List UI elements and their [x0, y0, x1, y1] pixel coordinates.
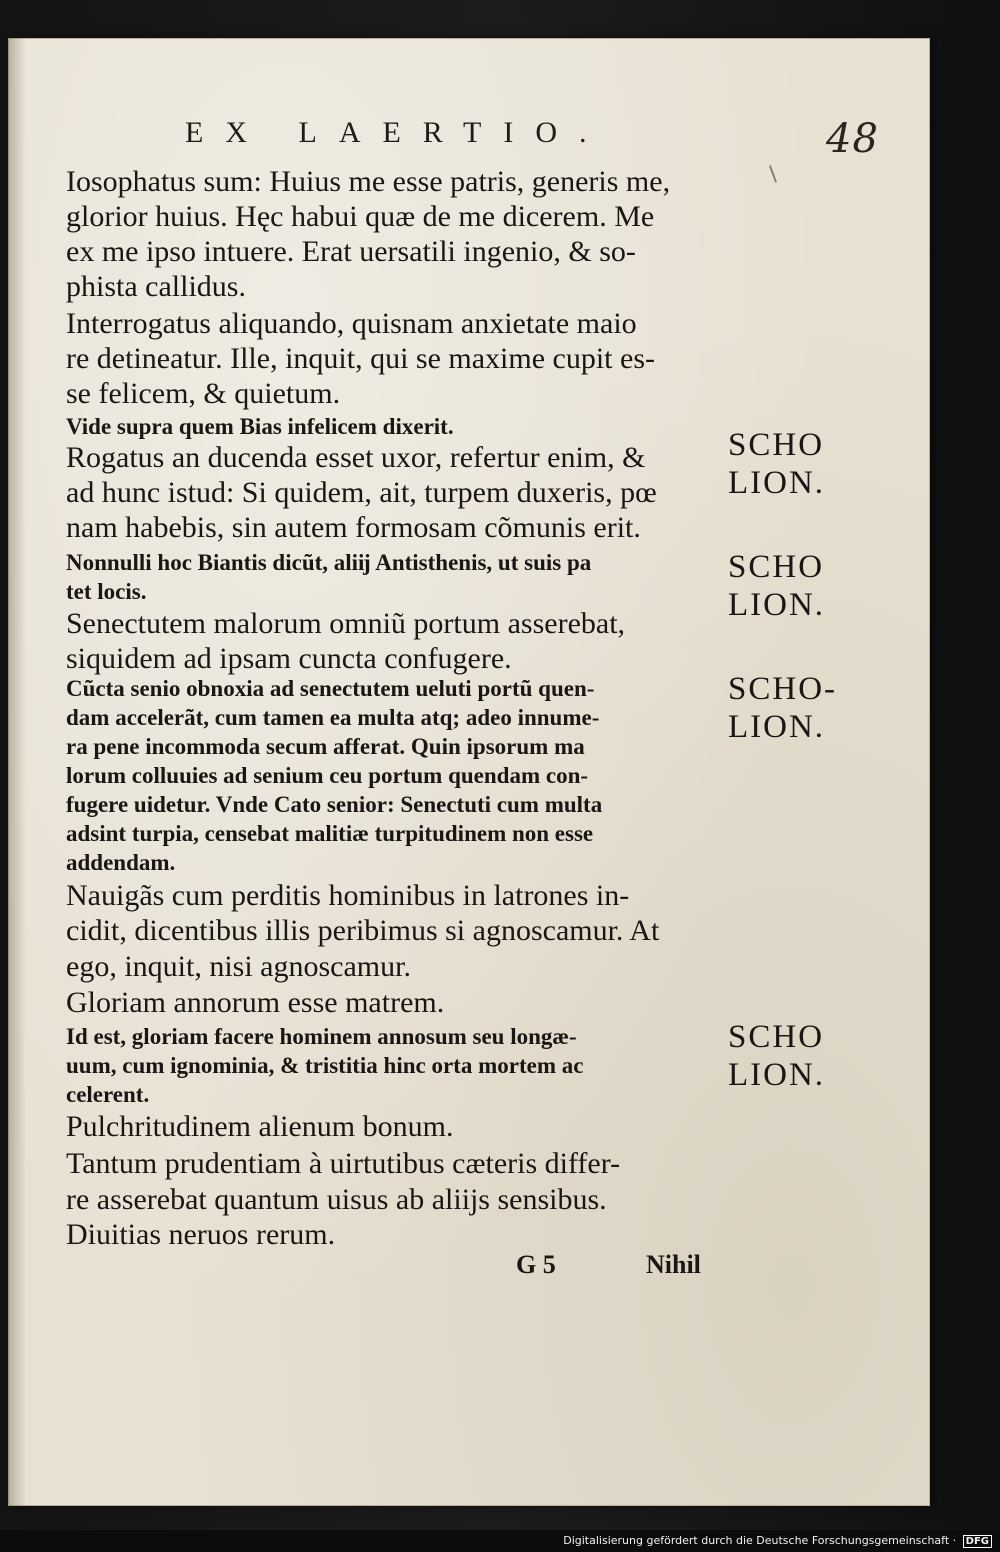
- scholion-text-line: Id est, gloriam facere hominem annosum seu longæ-: [66, 1024, 577, 1049]
- scholion-text-line: Nonnulli hoc Biantis dicũt, aliĳ Antisthenis, ut suis pa: [66, 550, 592, 575]
- scholion-text-line: celerent.: [66, 1082, 150, 1107]
- text-line: Pulchritudinem alienum bonum.: [66, 1110, 454, 1143]
- margin-note-line: SCHO: [728, 427, 825, 463]
- scholion-text-line: fugere uidetur. Vnde Cato senior: Senectuti cum multa: [66, 792, 603, 817]
- text-line: Senectutem malorum omniũ portum asserebat,: [66, 607, 626, 640]
- text-line: ex me ipso intuere. Erat uersatili ingenio, & so-: [66, 235, 636, 268]
- text-line: nam habebis, sin autem formosam cõmunis erit.: [66, 511, 641, 544]
- scholion-text-line: addendam.: [66, 850, 176, 875]
- text-line: Rogatus an ducenda esset uxor, refertur enim, &: [66, 441, 646, 474]
- scholion-text-line: Cũcta senio obnoxia ad senectutem ueluti portũ quen-: [66, 676, 595, 701]
- text-line: Gloriam annorum esse matrem.: [66, 986, 445, 1019]
- margin-note-line: LION.: [728, 1057, 826, 1093]
- text-line: ego, inquit, nisi agnoscamur.: [66, 950, 411, 983]
- text-line: glorior huius. Hęc habui quæ de me dicerem. Me: [66, 200, 655, 233]
- digitization-credit: [563, 1534, 992, 1548]
- scholion-text-line: adsint turpia, censebat malitiæ turpitudinem non esse: [66, 821, 594, 846]
- text-line: Iosophatus sum: Huius me esse patris, generis me,: [66, 165, 671, 198]
- text-line: re detineatur. Ille, inquit, qui se maxime cupit es-: [66, 342, 655, 375]
- margin-note-line: LION.: [728, 465, 826, 501]
- text-line: ad hunc istud: Si quidem, ait, turpem duxeris, pœ: [66, 476, 657, 509]
- margin-note-line: LION.: [728, 709, 826, 745]
- page-number: 48: [826, 116, 879, 162]
- text-line: siquidem ad ipsam cuncta confugere.: [66, 642, 512, 675]
- margin-note-scholion: [728, 426, 825, 502]
- dfg-logo-icon: DFG: [963, 1535, 992, 1548]
- text-line: phista callidus.: [66, 270, 246, 303]
- text-line: Diuitias neruos rerum.: [66, 1218, 336, 1251]
- margin-note-line: SCHO-: [728, 671, 838, 707]
- scholion-text-line: tet locis.: [66, 579, 147, 604]
- signature-mark: G 5: [516, 1250, 556, 1279]
- text-line: se felicem, & quietum.: [66, 377, 341, 410]
- scholion-text-line: dam accelerãt, cum tamen ea multa atq; adeo innume-: [66, 705, 600, 730]
- scholion-text-line: Vide supra quem Bias infelicem dixerit.: [66, 414, 454, 439]
- scholion-text-line: ra pene incommoda secum afferat. Quin ipsorum ma: [66, 734, 585, 759]
- credit-text: Digitalisierung gefördert durch die Deutsche Forschungsgemeinschaft ·: [563, 1534, 957, 1547]
- margin-note-line: LION.: [728, 587, 826, 623]
- margin-note-scholion: [728, 670, 837, 746]
- text-line: re asserebat quantum uisus ab aliĳs sensibus.: [66, 1183, 607, 1216]
- margin-note-scholion: [728, 548, 825, 624]
- margin-note-line: SCHO: [728, 549, 825, 585]
- text-line: Tantum prudentiam à uirtutibus cæteris differ-: [66, 1147, 621, 1180]
- text-line: cidit, dicentibus illis peribimus si agnoscamur. At: [66, 914, 660, 947]
- scholion-text-line: uum, cum ignominia, & tristitia hinc orta mortem ac: [66, 1053, 584, 1078]
- text-line: Nauigãs cum perditis hominibus in latrones in-: [66, 879, 630, 912]
- catchword: Nihil: [646, 1250, 701, 1279]
- text-line: Interrogatus aliquando, quisnam anxietate maio: [66, 307, 637, 340]
- scholion-text-line: lorum colluuies ad senium ceu portum quendam con-: [66, 763, 589, 788]
- running-head: EX LAERTIO.: [185, 116, 609, 149]
- margin-note-line: SCHO: [728, 1019, 825, 1055]
- margin-note-scholion: [728, 1018, 825, 1094]
